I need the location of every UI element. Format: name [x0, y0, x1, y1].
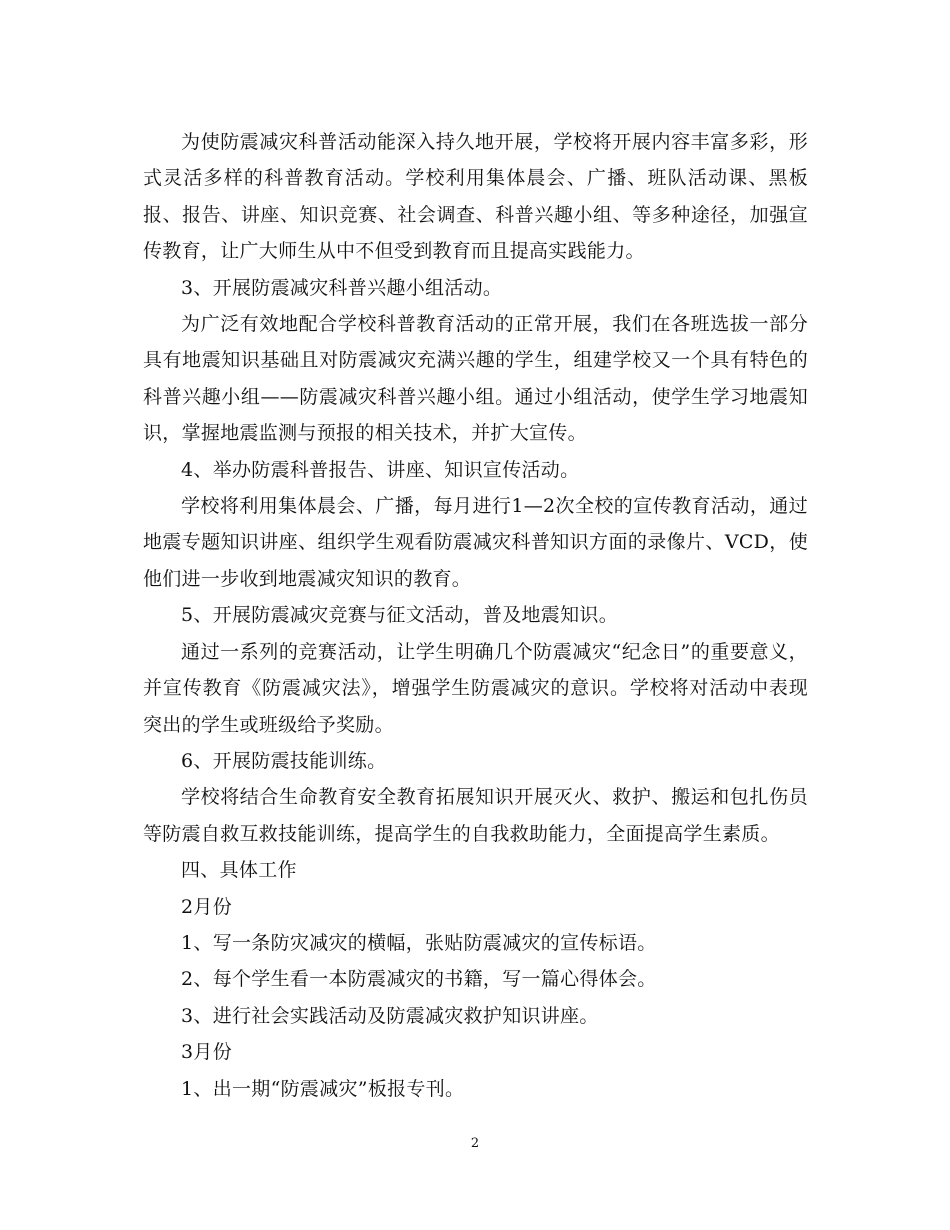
month-heading-march: 3月份 — [181, 1041, 232, 1064]
section-heading-specific-work: 四、具体工作 — [181, 859, 297, 882]
list-item-mar-1: 1、出一期“防震减灾”板报专刊。 — [181, 1077, 465, 1100]
list-item-feb-1: 1、写一条防灾减灾的横幅，张贴防震减灾的宣传标语。 — [181, 931, 657, 954]
paragraph-activity-intro: 为使防震减灾科普活动能深入持久地开展，学校将开展内容丰富多彩，形式灵活多样的科普教育活动。学校利用集体晨会、广播、班队活动课、黑板报、报告、讲座、知识竞赛、社会调查、科普兴趣小组、等多种途径，加强宣传教育，让广大师生从中不但受到教育而且提高实践能力。 — [143, 131, 808, 263]
document-body — [143, 124, 808, 1107]
paragraph-lectures: 学校将利用集体晨会、广播，每月进行1—2次全校的宣传教育活动，通过地震专题知识讲座、组织学生观看防震减灾科普知识方面的录像片、VCD，使他们进一步收到地震减灾知识的教育。 — [143, 495, 808, 590]
heading-item-5: 5、开展防震减灾竞赛与征文活动，普及地震知识。 — [181, 604, 618, 627]
paragraph-skills-training: 学校将结合生命教育安全教育拓展知识开展灭火、救护、搬运和包扎伤员等防震自救互救技能训练，提高学生的自我救助能力，全面提高学生素质。 — [143, 786, 808, 845]
month-heading-february: 2月份 — [181, 895, 232, 918]
paragraph-competition: 通过一系列的竞赛活动，让学生明确几个防震减灾“纪念日”的重要意义，并宣传教育《防震减灾法》，增强学生防震减灾的意识。学校将对活动中表现突出的学生或班级给予奖励。 — [143, 640, 808, 736]
heading-item-3: 3、开展防震减灾科普兴趣小组活动。 — [181, 276, 503, 299]
list-item-feb-2: 2、每个学生看一本防震减灾的书籍，写一篇心得体会。 — [181, 968, 657, 991]
heading-item-4: 4、举办防震科普报告、讲座、知识宣传活动。 — [181, 458, 580, 481]
heading-item-6: 6、开展防震技能训练。 — [181, 749, 387, 772]
list-item-feb-3: 3、进行社会实践活动及防震减灾救护知识讲座。 — [181, 1004, 599, 1027]
page-number: 2 — [470, 1136, 480, 1151]
paragraph-interest-group: 为广泛有效地配合学校科普教育活动的正常开展，我们在各班选拔一部分具有地震知识基础且对防震减灾充满兴趣的学生，组建学校又一个具有特色的科普兴趣小组——防震减灾科普兴趣小组。通过小组活动，使学生学习地震知识，掌握地震监测与预报的相关技术，并扩大宣传。 — [143, 313, 808, 445]
